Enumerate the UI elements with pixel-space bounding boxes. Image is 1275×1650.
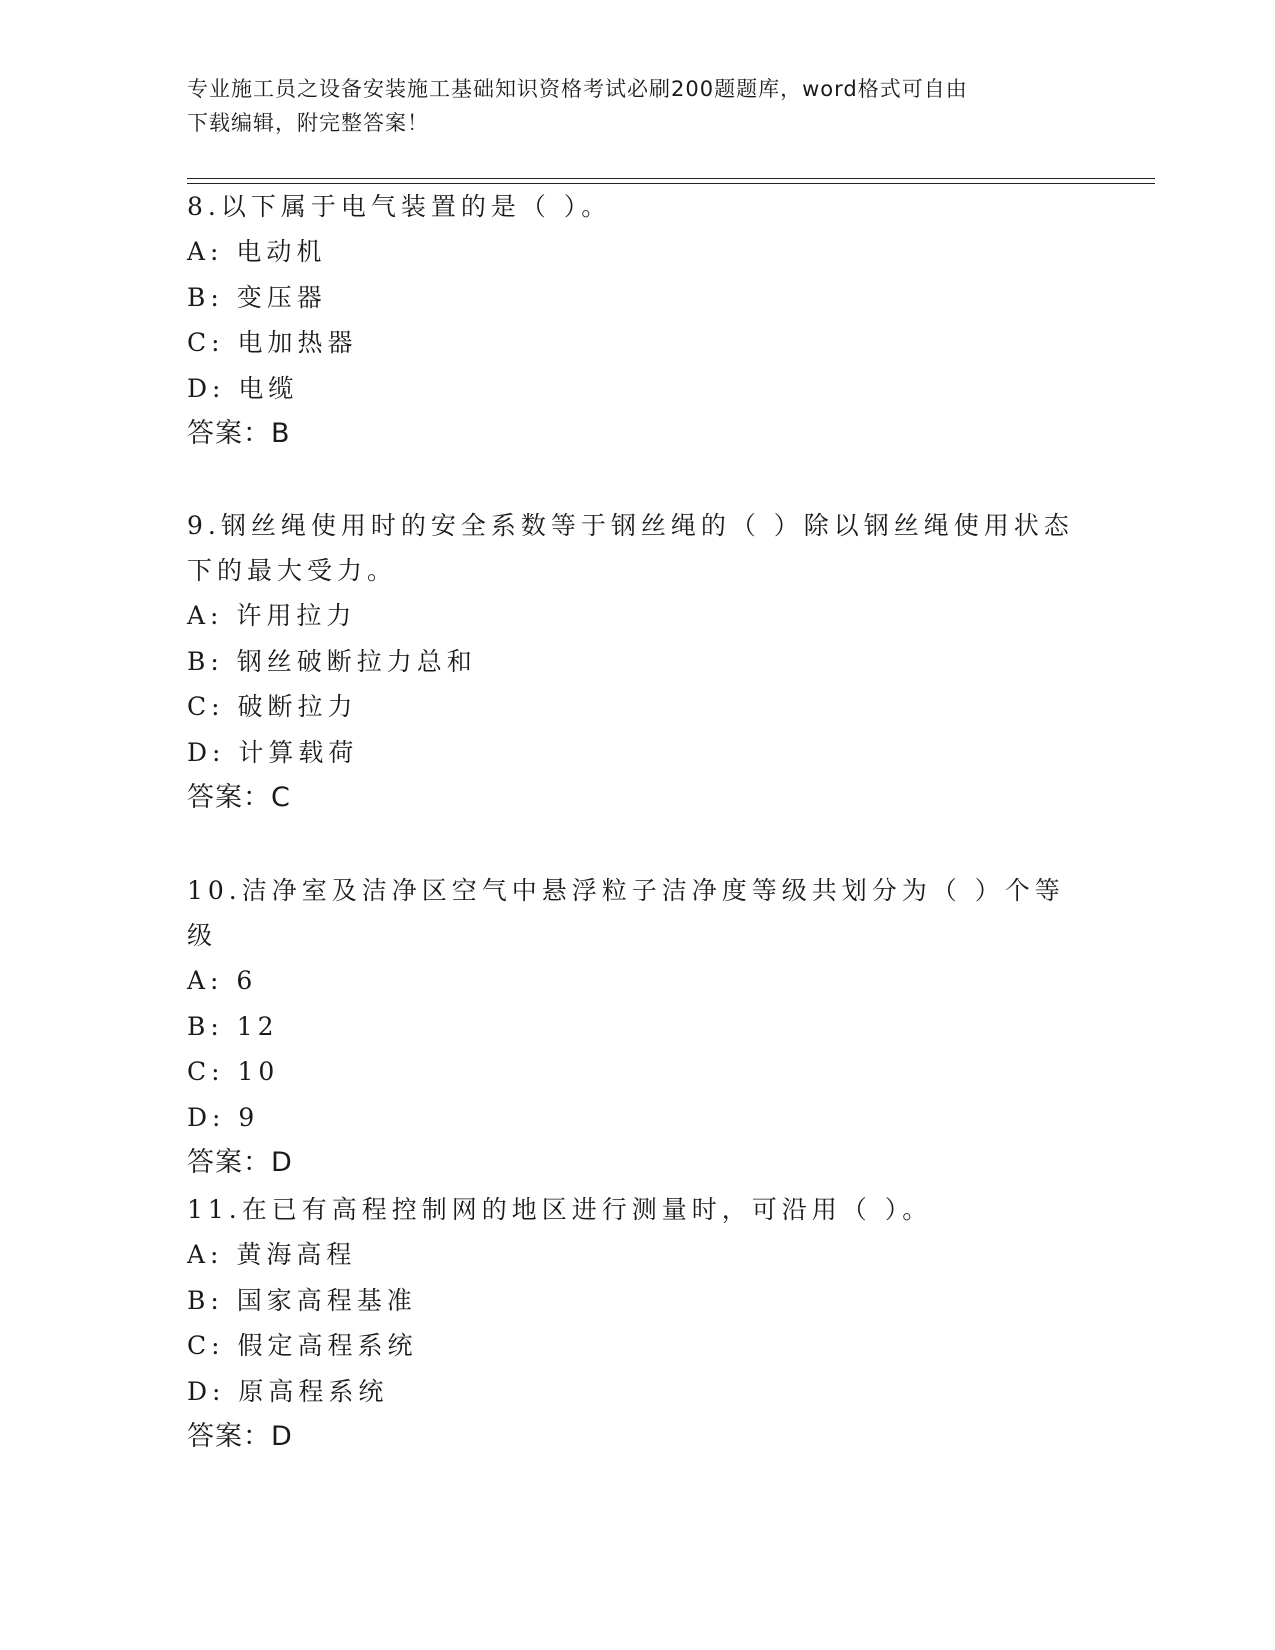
document-header <box>187 72 1067 140</box>
option-c: C: 10 <box>187 1057 280 1086</box>
option-a: A: 许用拉力 <box>187 601 357 630</box>
header-line-2: 下载编辑，附完整答案！ <box>187 111 429 135</box>
question-text: 11.在已有高程控制网的地区进行测量时，可沿用（ ）。 <box>187 1195 933 1224</box>
option-d: D: 9 <box>187 1102 260 1132</box>
answer: 答案：D <box>187 1421 293 1452</box>
question-10 <box>187 868 1087 1186</box>
option-d: D: 电缆 <box>187 373 299 403</box>
option-b: B: 变压器 <box>187 282 327 312</box>
question-8 <box>187 184 1087 457</box>
option-b: B: 钢丝破断拉力总和 <box>187 646 477 676</box>
option-b: B: 12 <box>187 1011 279 1041</box>
question-text: 9.钢丝绳使用时的安全系数等于钢丝绳的（ ）除以钢丝绳使用状态下的最大受力。 <box>187 511 1074 585</box>
option-b: B: 国家高程基准 <box>187 1285 417 1315</box>
question-9 <box>187 503 1087 821</box>
answer: 答案：B <box>187 418 291 449</box>
option-a: A: 电动机 <box>187 237 327 266</box>
option-c: C: 假定高程系统 <box>187 1331 418 1360</box>
option-d: D: 原高程系统 <box>187 1376 389 1406</box>
option-d: D: 计算载荷 <box>187 737 359 767</box>
question-11 <box>187 1187 1087 1460</box>
header-divider-top <box>187 178 1155 179</box>
question-text: 8.以下属于电气装置的是（ ）。 <box>187 192 612 221</box>
answer: 答案：C <box>187 782 291 813</box>
option-a: A: 6 <box>187 966 258 995</box>
option-a: A: 黄海高程 <box>187 1240 357 1269</box>
option-c: C: 电加热器 <box>187 328 358 357</box>
answer: 答案：D <box>187 1147 293 1178</box>
option-c: C: 破断拉力 <box>187 692 358 721</box>
header-line-1: 专业施工员之设备安装施工基础知识资格考试必刷200题题库，word格式可自由 <box>187 77 968 101</box>
question-text: 10.洁净室及洁净区空气中悬浮粒子洁净度等级共划分为（ ）个等级 <box>187 876 1065 950</box>
